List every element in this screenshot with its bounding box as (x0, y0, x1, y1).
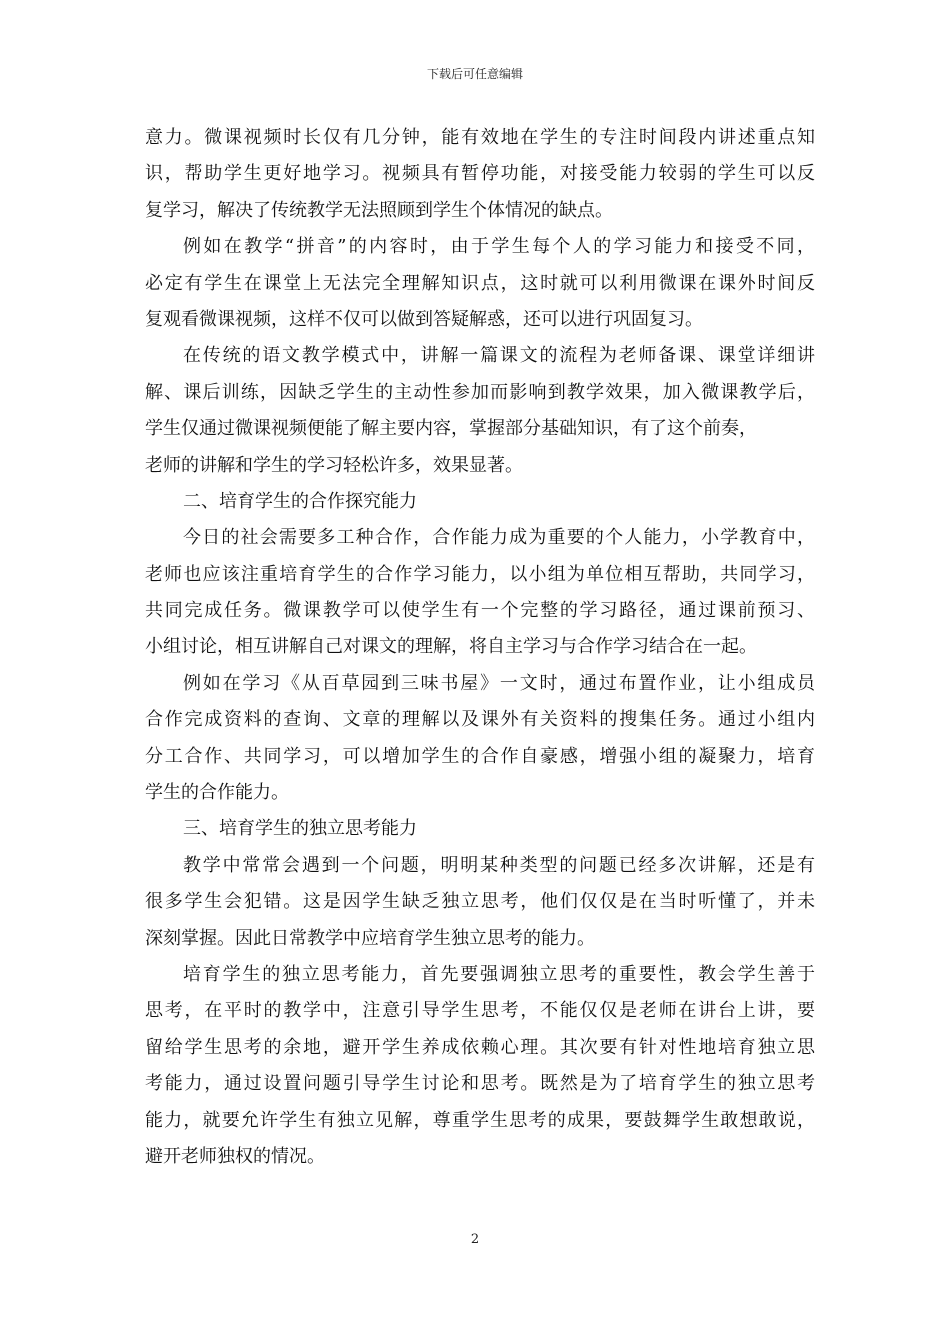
text-line: 考能力，通过设置问题引导学生讨论和思考。既然是为了培育学生的独立思考 (145, 1073, 815, 1095)
text-line: 解、课后训练，因缺乏学生的主动性参加而影响到教学效果，加入微课教学后， (145, 381, 815, 403)
text-line: 共同完成任务。微课教学可以使学生有一个完整的学习路径，通过课前预习、 (145, 600, 815, 622)
page-number: 2 (470, 1232, 480, 1247)
text-line: 避开老师独权的情况。 (145, 1145, 325, 1167)
text-line: 例如在教学“拼音”的内容时，由于学生每个人的学习能力和接受不同， (183, 236, 815, 258)
text-line: 合作完成资料的查询、文章的理解以及课外有关资料的搜集任务。通过小组内 (145, 709, 815, 731)
text-line: 三、培育学生的独立思考能力 (183, 818, 417, 840)
text-line: 例如在学习《从百草园到三味书屋》一文时，通过布置作业，让小组成员 (183, 672, 815, 694)
text-line: 学生仅通过微课视频便能了解主要内容，掌握部分基础知识，有了这个前奏， (145, 418, 757, 440)
text-line: 学生的合作能力。 (145, 782, 289, 804)
text-line: 识，帮助学生更好地学习。视频具有暂停功能，对接受能力较弱的学生可以反 (145, 163, 815, 185)
text-line: 复观看微课视频，这样不仅可以做到答疑解惑，还可以进行巩固复习。 (145, 308, 703, 330)
text-line: 深刻掌握。因此日常教学中应培育学生独立思考的能力。 (145, 927, 595, 949)
document-body (145, 120, 815, 1175)
text-line: 培育学生的独立思考能力，首先要强调独立思考的重要性，教会学生善于 (183, 963, 815, 985)
text-line: 思考，在平时的教学中，注意引导学生思考，不能仅仅是老师在讲台上讲，要 (145, 1000, 815, 1022)
text-line: 二、培育学生的合作探究能力 (183, 490, 417, 512)
text-line: 留给学生思考的余地，避开学生养成依赖心理。其次要有针对性地培育独立思 (145, 1036, 815, 1058)
text-line: 老师也应该注重培育学生的合作学习能力，以小组为单位相互帮助，共同学习， (145, 563, 815, 585)
text-line: 今日的社会需要多工种合作，合作能力成为重要的个人能力，小学教育中， (183, 527, 815, 549)
text-line: 能力，就要允许学生有独立见解，尊重学生思考的成果，要鼓舞学生敢想敢说， (145, 1109, 815, 1131)
text-line: 意力。微课视频时长仅有几分钟，能有效地在学生的专注时间段内讲述重点知 (145, 127, 815, 148)
text-line: 小组讨论，相互讲解自己对课文的理解，将自主学习与合作学习结合在一起。 (145, 636, 757, 658)
text-line: 必定有学生在课堂上无法完全理解知识点，这时就可以利用微课在课外时间反 (145, 272, 815, 294)
page-header-note: 下载后可任意编辑 (426, 67, 523, 81)
text-line: 很多学生会犯错。这是因学生缺乏独立思考，他们仅仅是在当时听懂了，并未 (145, 891, 815, 913)
text-line: 老师的讲解和学生的学习轻松许多，效果显著。 (145, 454, 523, 476)
text-line: 教学中常常会遇到一个问题，明明某种类型的问题已经多次讲解，还是有 (183, 854, 815, 876)
text-line: 在传统的语文教学模式中，讲解一篇课文的流程为老师备课、课堂详细讲 (183, 345, 815, 367)
text-line: 分工合作、共同学习，可以增加学生的合作自豪感，增强小组的凝聚力，培育 (145, 745, 815, 767)
text-line: 复学习，解决了传统教学无法照顾到学生个体情况的缺点。 (145, 199, 613, 221)
